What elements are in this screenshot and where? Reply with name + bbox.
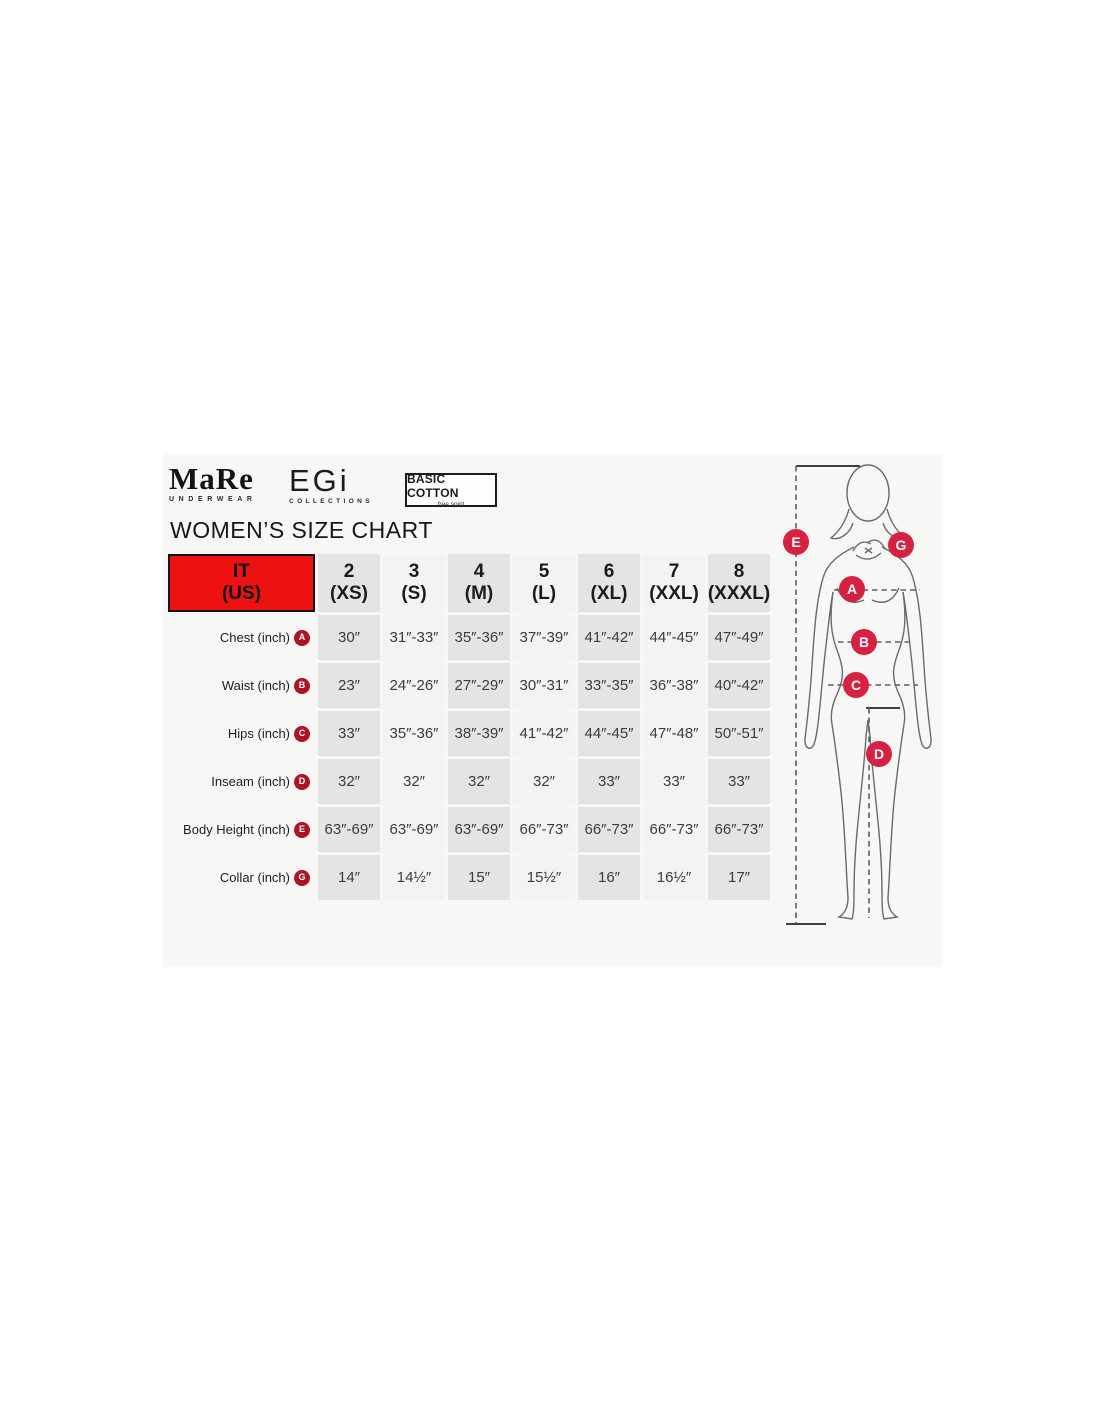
figure-badge-c [843, 672, 869, 698]
size-cell: 14″ [318, 855, 380, 900]
size-cell: 17″ [708, 855, 770, 900]
size-cell: 41″-42″ [578, 615, 640, 660]
size-cell: 63″-69″ [383, 807, 445, 852]
header-it-label: IT [233, 561, 250, 582]
size-cell: 16″ [578, 855, 640, 900]
size-cell: 27″-29″ [448, 663, 510, 708]
size-cell: 66″-73″ [513, 807, 575, 852]
egi-logo-subtext: COLLECTIONS [289, 498, 373, 505]
size-cell: 33″ [578, 759, 640, 804]
size-cell: 35″-36″ [383, 711, 445, 756]
svg-text:E: E [791, 534, 801, 550]
header-us-label: (US) [221, 583, 262, 604]
size-cell: 35″-36″ [448, 615, 510, 660]
header-cell-s: 3 (S) [383, 554, 445, 612]
basic-cotton-logo [405, 473, 497, 507]
size-cell: 44″-45″ [578, 711, 640, 756]
size-cell: 33″-35″ [578, 663, 640, 708]
figure-badge-e [783, 529, 809, 555]
figure-badge-a [839, 576, 865, 602]
size-cell: 33″ [708, 759, 770, 804]
size-cell: 31″-33″ [383, 615, 445, 660]
size-cell: 40″-42″ [708, 663, 770, 708]
egi-logo [289, 463, 399, 505]
basic-cotton-logo-subtext: free spirit [437, 501, 465, 508]
marker-badge-a: A [294, 630, 310, 646]
size-cell: 66″-73″ [643, 807, 705, 852]
size-cell: 66″-73″ [708, 807, 770, 852]
mare-logo [169, 461, 281, 503]
size-cell: 44″-45″ [643, 615, 705, 660]
size-cell: 16½″ [643, 855, 705, 900]
size-cell: 63″-69″ [318, 807, 380, 852]
size-cell: 41″-42″ [513, 711, 575, 756]
svg-text:A: A [846, 581, 858, 597]
collar-scribble [853, 540, 885, 559]
body-measurement-diagram [780, 456, 942, 964]
figure-badge-g [888, 532, 914, 558]
size-cell: 30″-31″ [513, 663, 575, 708]
size-cell: 32″ [513, 759, 575, 804]
figure-hair-left [831, 509, 853, 539]
size-cell: 15½″ [513, 855, 575, 900]
page-title: WOMEN’S SIZE CHART [170, 517, 433, 543]
size-table [168, 554, 770, 900]
row-label-waist: Waist (inch) B [168, 663, 315, 708]
row-label-inseam: Inseam (inch) D [168, 759, 315, 804]
size-cell: 14½″ [383, 855, 445, 900]
header-cell-xs: 2 (XS) [318, 554, 380, 612]
marker-badge-c: C [294, 726, 310, 742]
row-label-hips: Hips (inch) C [168, 711, 315, 756]
egi-logo-text: EGi [289, 463, 350, 498]
size-cell: 33″ [643, 759, 705, 804]
size-cell: 47″-48″ [643, 711, 705, 756]
basic-cotton-logo-text: BASIC COTTON [407, 472, 459, 500]
svg-text:D: D [873, 746, 885, 762]
size-cell: 15″ [448, 855, 510, 900]
header-cell-xxxl: 8 (XXXL) [708, 554, 770, 612]
marker-badge-g: G [294, 870, 310, 886]
size-cell: 32″ [448, 759, 510, 804]
header-cell-l: 5 (L) [513, 554, 575, 612]
row-label-body-height: Body Height (inch) E [168, 807, 315, 852]
size-cell: 33″ [318, 711, 380, 756]
mare-logo-subtext: UNDERWEAR [169, 496, 257, 503]
figure-right-arm [882, 547, 931, 748]
marker-badge-d: D [294, 774, 310, 790]
header-cell-m: 4 (M) [448, 554, 510, 612]
header-cell-xxl: 7 (XXL) [643, 554, 705, 612]
size-chart-card [163, 454, 942, 967]
size-cell: 50″-51″ [708, 711, 770, 756]
marker-badge-b: B [294, 678, 310, 694]
size-cell: 24″-26″ [383, 663, 445, 708]
row-label-collar: Collar (inch) G [168, 855, 315, 900]
body-figure-svg [780, 456, 942, 964]
marker-badge-e: E [294, 822, 310, 838]
size-cell: 37″-39″ [513, 615, 575, 660]
svg-text:G: G [895, 537, 907, 553]
size-cell: 38″-39″ [448, 711, 510, 756]
header-cell-it-us [168, 554, 315, 612]
figure-head [847, 465, 889, 521]
svg-text:B: B [858, 634, 870, 650]
row-label-chest: Chest (inch) A [168, 615, 315, 660]
size-cell: 63″-69″ [448, 807, 510, 852]
mare-logo-text: MaRe [169, 461, 254, 496]
figure-badge-b [851, 629, 877, 655]
size-cell: 30″ [318, 615, 380, 660]
header-cell-xl: 6 (XL) [578, 554, 640, 612]
size-cell: 47″-49″ [708, 615, 770, 660]
size-cell: 23″ [318, 663, 380, 708]
size-cell: 32″ [383, 759, 445, 804]
figure-badge-d [866, 741, 892, 767]
size-cell: 66″-73″ [578, 807, 640, 852]
size-cell: 36″-38″ [643, 663, 705, 708]
svg-text:C: C [850, 677, 862, 693]
size-cell: 32″ [318, 759, 380, 804]
